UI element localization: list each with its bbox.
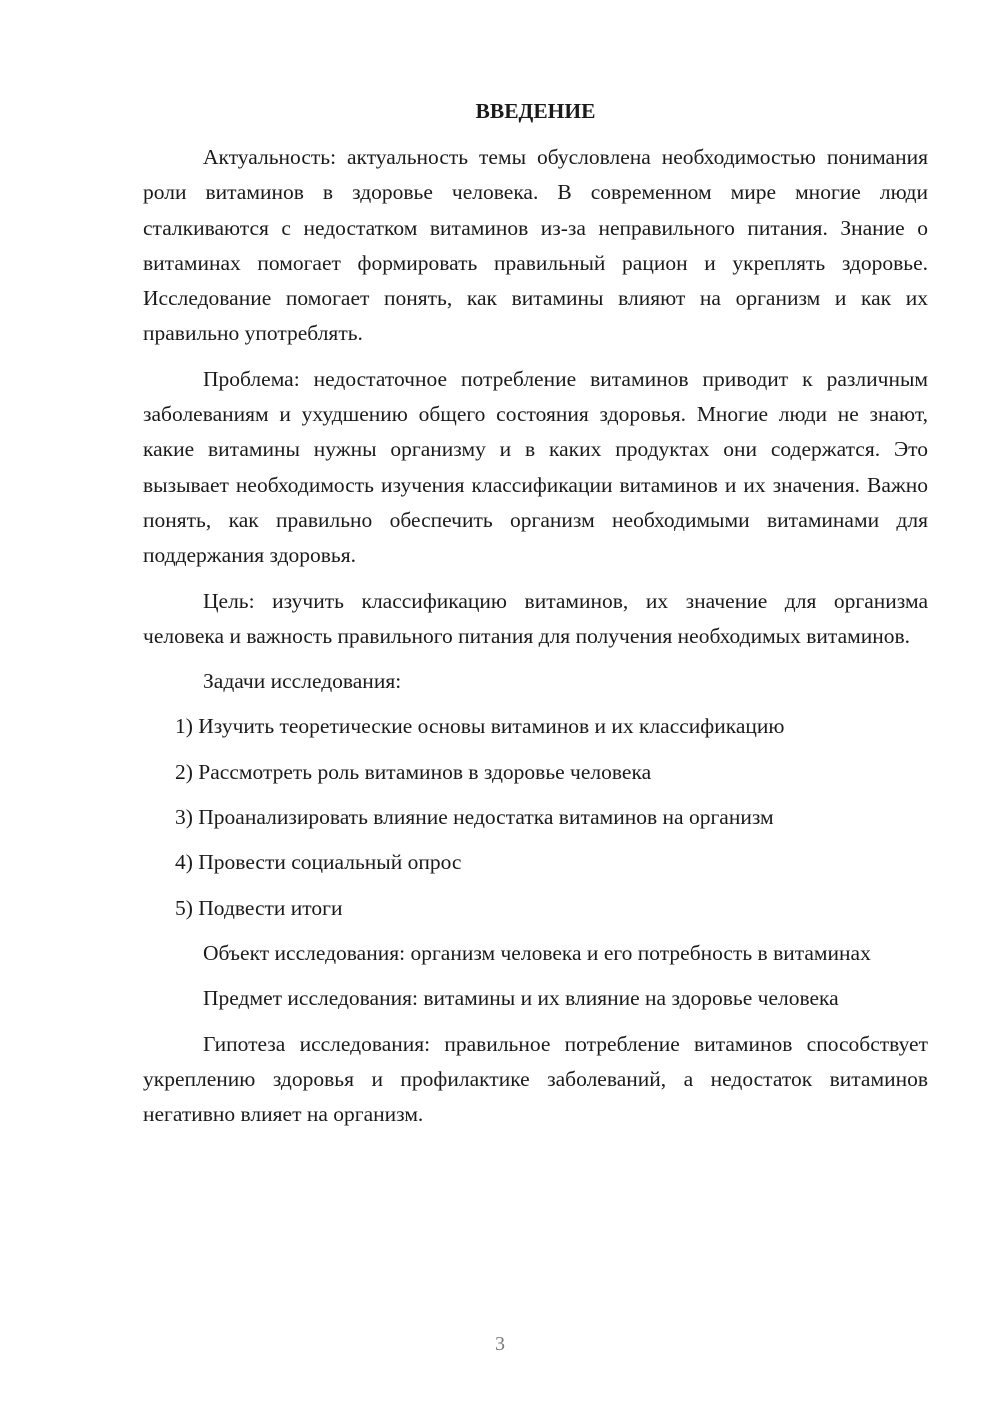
task-item-1: 1) Изучить теоретические основы витаминов и их классификацию (175, 714, 785, 739)
tasks-heading: Задачи исследования: (203, 669, 402, 694)
hypothesis-paragraph: Гипотеза исследования: правильное потребление витаминов способствует укреплению здоровья и профилактике заболеваний, а недостаток витаминов негативно влияет на организм. (143, 1031, 928, 1127)
page-number: 3 (495, 1333, 505, 1355)
object-paragraph: Объект исследования: организм человека и его потребность в витаминах (203, 940, 871, 965)
task-item-5: 5) Подвести итоги (175, 895, 343, 920)
document-body (143, 97, 928, 1142)
subject-paragraph: Предмет исследования: витамины и их влияние на здоровье человека (203, 986, 839, 1011)
goal-paragraph: Цель: изучить классификацию витаминов, их значение для организма человека и важность правильного питания для получения необходимых витаминов. (143, 588, 928, 648)
problem-paragraph: Проблема: недостаточное потребление витаминов приводит к различным заболеваниям и ухудшению общего состояния здоровья. Многие люди не знают, какие витамины нужны организму и в каких продуктах они содержатся. Это вызывает необходимость изучения классификации витаминов и их значения. Важно понять, как правильно обеспечить организм необходимыми витаминами для поддержания здоровья. (143, 366, 928, 568)
task-item-2: 2) Рассмотреть роль витаминов в здоровье человека (175, 759, 652, 784)
tasks-list (143, 709, 928, 925)
page-title: ВВЕДЕНИЕ (475, 99, 596, 123)
task-item-3: 3) Проанализировать влияние недостатка витаминов на организм (175, 805, 774, 830)
relevance-paragraph: Актуальность: актуальность темы обусловлена необходимостью понимания роли витаминов в здоровье человека. В современном мире многие люди сталкиваются с недостатком витаминов из-за неправильного питания. Знание о витаминах помогает формировать правильный рацион и укреплять здоровье. Исследование помогает понять, как витамины влияют на организм и как их правильно употреблять. (143, 145, 928, 346)
task-item-4: 4) Провести социальный опрос (175, 850, 462, 875)
